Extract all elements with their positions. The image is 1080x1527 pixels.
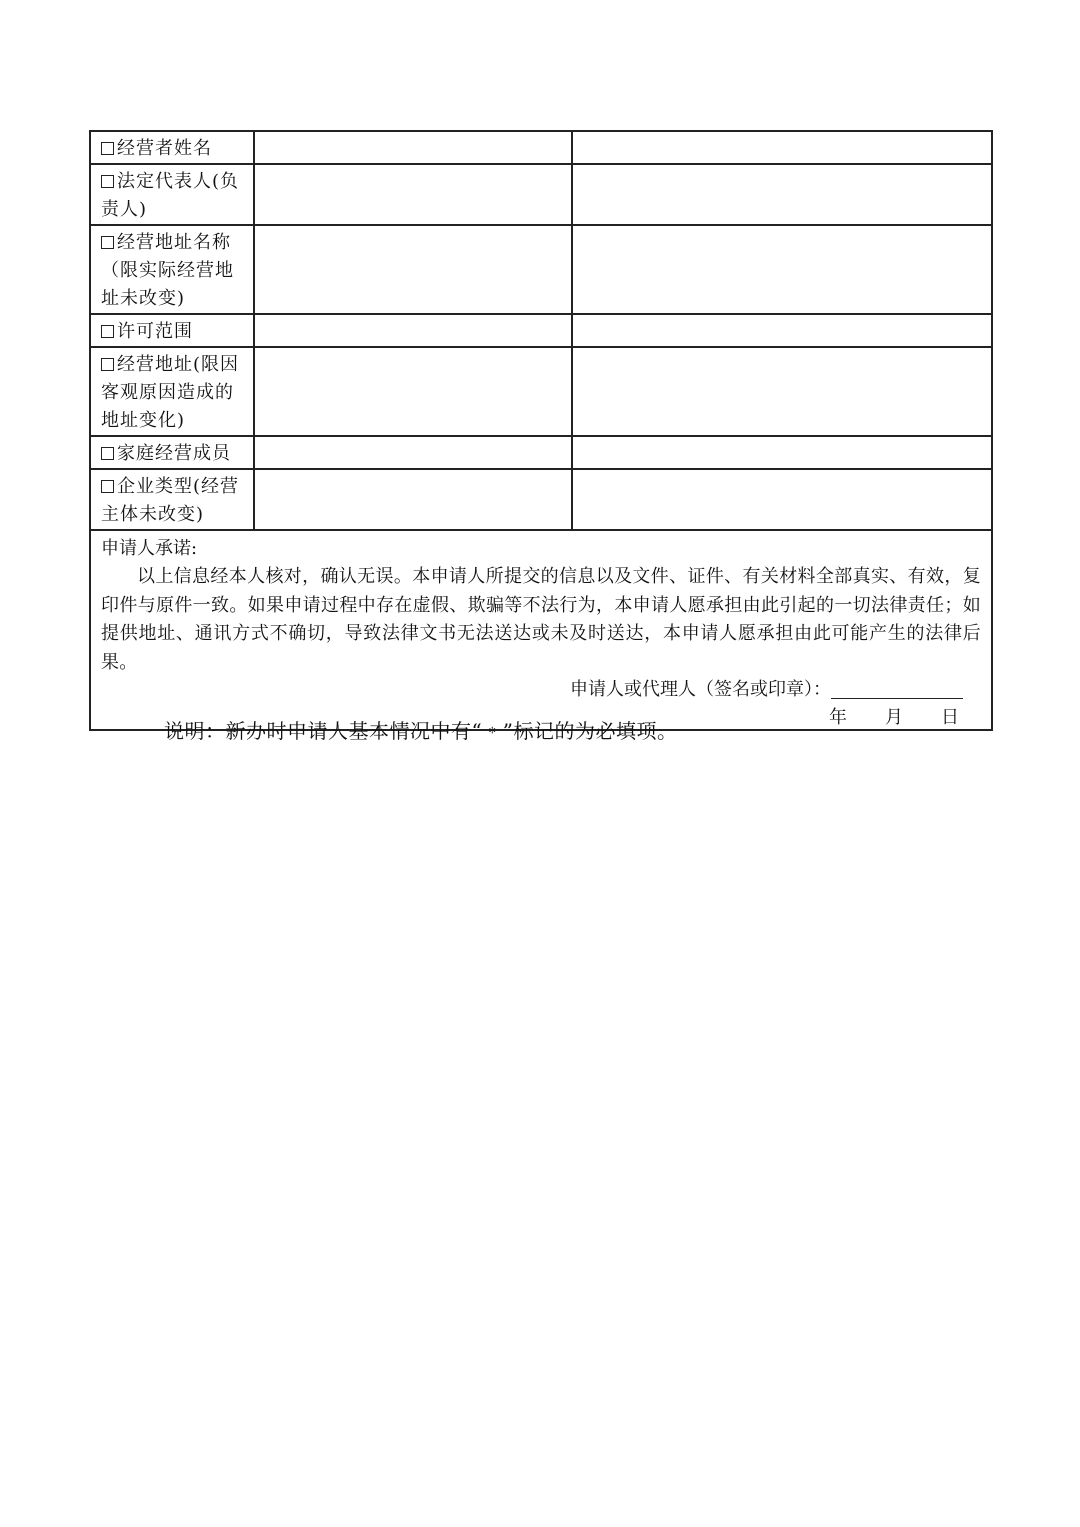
signature-field[interactable]	[831, 680, 963, 699]
row-label: 企业类型(经营主体未改变)	[101, 476, 240, 525]
after-value-field[interactable]	[572, 436, 992, 469]
table-row	[90, 164, 992, 225]
before-value-field[interactable]	[254, 347, 572, 436]
commitment-row	[90, 530, 992, 730]
checkbox-operator-name[interactable]	[101, 142, 114, 155]
row-label-cell	[90, 469, 254, 530]
row-label: 家庭经营成员	[117, 443, 231, 464]
after-value-field[interactable]	[572, 131, 992, 164]
signature-label: 申请人或代理人（签名或印章）：	[570, 679, 831, 700]
row-label-cell	[90, 314, 254, 347]
commitment-title: 申请人承诺:	[101, 538, 198, 559]
table-row	[90, 347, 992, 436]
row-label: 法定代表人(负责人)	[101, 171, 240, 220]
before-value-field[interactable]	[254, 164, 572, 225]
date-line	[829, 704, 959, 732]
after-value-field[interactable]	[572, 164, 992, 225]
before-value-field[interactable]	[254, 469, 572, 530]
table-row	[90, 131, 992, 164]
row-label-cell	[90, 347, 254, 436]
before-value-field[interactable]	[254, 131, 572, 164]
date-day-label: 日	[941, 707, 959, 728]
checkbox-family-members[interactable]	[101, 447, 114, 460]
footnote: 说明：新办时申请人基本情况中有“﹡”标记的为必填项。	[164, 719, 678, 743]
checkbox-legal-representative[interactable]	[101, 175, 114, 188]
table-row	[90, 314, 992, 347]
row-label-cell	[90, 225, 254, 314]
checkbox-business-address[interactable]	[101, 358, 114, 371]
table-row	[90, 436, 992, 469]
before-value-field[interactable]	[254, 436, 572, 469]
before-value-field[interactable]	[254, 314, 572, 347]
after-value-field[interactable]	[572, 314, 992, 347]
change-items-table	[89, 130, 993, 731]
table-row	[90, 469, 992, 530]
date-month-label: 月	[885, 707, 903, 728]
checkbox-business-address-name[interactable]	[101, 236, 114, 249]
table-row	[90, 225, 992, 314]
date-year-label: 年	[829, 707, 847, 728]
row-label: 许可范围	[117, 321, 193, 342]
checkbox-license-scope[interactable]	[101, 325, 114, 338]
row-label-cell	[90, 164, 254, 225]
row-label: 经营地址名称（限实际经营地址未改变)	[101, 232, 234, 309]
after-value-field[interactable]	[572, 225, 992, 314]
commitment-cell	[90, 530, 992, 730]
before-value-field[interactable]	[254, 225, 572, 314]
row-label-cell	[90, 436, 254, 469]
commitment-text: 以上信息经本人核对，确认无误。本申请人所提交的信息以及文件、证件、有关材料全部真实、有效，复印件与原件一致。如果申请过程中存在虚假、欺骗等不法行为，本申请人愿承担由此引起的一切法律责任；如提供地址、通讯方式不确切，导致法律文书无法送达或未及时送达，本申请人愿承担由此可能产生的法律后果。	[101, 566, 981, 673]
after-value-field[interactable]	[572, 469, 992, 530]
row-label: 经营者姓名	[117, 138, 212, 159]
row-label: 经营地址(限因客观原因造成的地址变化)	[101, 354, 240, 431]
checkbox-enterprise-type[interactable]	[101, 480, 114, 493]
commitment-section	[91, 531, 991, 729]
row-label-cell	[90, 131, 254, 164]
after-value-field[interactable]	[572, 347, 992, 436]
signature-line	[570, 676, 963, 704]
